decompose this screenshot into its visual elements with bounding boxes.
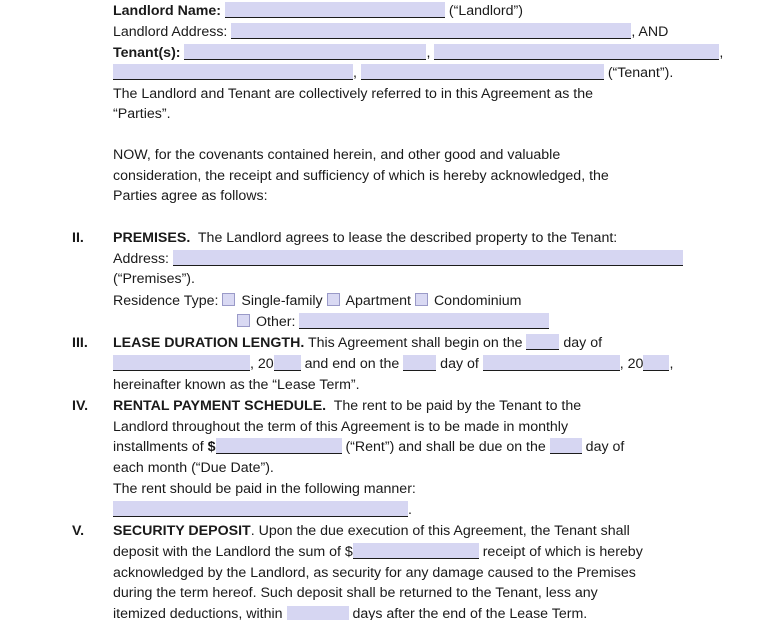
document-line (113, 249, 683, 269)
section-number: II. (72, 230, 84, 246)
document-line (113, 417, 568, 437)
text-run: Apartment (345, 293, 415, 309)
text-run: . Upon the due execution of this Agreement, the Tenant shall (250, 523, 630, 539)
text-run: The rent to be paid by the Tenant to the (326, 398, 582, 414)
document-line (113, 437, 624, 457)
section-number: IV. (72, 398, 89, 414)
section-number: III. (72, 335, 88, 351)
document-line (113, 1, 523, 21)
document-line (113, 375, 360, 395)
text-run: NOW, for the covenants contained herein, and other good and valuable (113, 147, 561, 163)
text-run: “Parties”. (113, 106, 171, 122)
text-run: Tenant(s): (113, 45, 185, 61)
checkbox-apartment[interactable] (327, 293, 340, 306)
field-premises-address[interactable] (173, 250, 683, 266)
text-run: , 20 (619, 356, 644, 372)
field-landlord-name[interactable] (225, 2, 445, 18)
field-deposit-amount[interactable] (353, 543, 479, 559)
text-run: (“Premises”). (113, 271, 195, 287)
text-run: Landlord Name: (113, 3, 225, 19)
text-run: LEASE DURATION LENGTH. (113, 335, 305, 351)
field-rent-amount[interactable] (216, 438, 342, 454)
document-line (113, 500, 412, 520)
text-run: The Landlord and Tenant are collectively referred to in this Agreement as the (113, 86, 594, 102)
checkbox-other[interactable] (237, 314, 250, 327)
document-line (72, 228, 618, 248)
text-run: hereinafter known as the “Lease Term”. (113, 377, 360, 393)
document-line (113, 145, 560, 165)
text-run: . (408, 502, 412, 518)
document-line (113, 104, 171, 124)
document-line (113, 604, 587, 620)
text-run: PREMISES. (113, 230, 191, 246)
text-run: Condominium (433, 293, 522, 309)
text-run: during the term hereof. Such deposit shall be returned to the Tenant, less any (113, 585, 598, 601)
document-line (113, 43, 723, 63)
section-number: V. (72, 523, 85, 539)
field-start-day[interactable] (526, 334, 559, 350)
text-run: , (719, 45, 724, 61)
document-line (113, 458, 274, 478)
text-run: (“Tenant”). (603, 65, 674, 81)
text-run: , (426, 45, 435, 61)
text-run: Parties agree as follows: (113, 188, 268, 204)
checkbox-condominium[interactable] (415, 293, 428, 306)
text-run: consideration, the receipt and sufficiency of which is hereby acknowledged, the (113, 168, 609, 184)
field-end-day[interactable] (403, 355, 436, 371)
text-run: Address: (113, 251, 173, 267)
document-line (113, 166, 609, 186)
text-run: , (353, 65, 361, 81)
document-line (113, 291, 521, 311)
text-run: deposit with the Landlord the sum of $ (113, 544, 353, 560)
document-line (113, 22, 668, 42)
text-run: $ (207, 439, 216, 455)
text-run: itemized deductions, within (113, 606, 287, 620)
document-line (113, 583, 598, 603)
field-payment-manner[interactable] (113, 501, 408, 517)
text-run: day of (559, 335, 603, 351)
field-due-day[interactable] (550, 438, 582, 454)
field-start-year[interactable] (274, 355, 301, 371)
document-line (72, 396, 582, 416)
text-run: each month (“Due Date”). (113, 460, 274, 476)
text-run: This Agreement shall begin on the (304, 335, 527, 351)
document-line (113, 269, 195, 289)
text-run: and end on the (300, 356, 404, 372)
document-line (113, 186, 268, 206)
field-tenant-3[interactable] (113, 64, 353, 80)
text-run: installments of (113, 439, 208, 455)
document-line (113, 563, 636, 583)
field-tenant-4[interactable] (361, 64, 604, 80)
field-tenant-1[interactable] (184, 44, 426, 60)
text-run: Single-family (241, 293, 327, 309)
text-run: receipt of which is hereby (478, 544, 643, 560)
text-run: Residence Type: (113, 293, 223, 309)
field-tenant-2[interactable] (434, 44, 719, 60)
text-run: acknowledged by the Landlord, as security for any damage caused to the Premises (113, 565, 636, 581)
text-run: RENTAL PAYMENT SCHEDULE. (113, 398, 327, 414)
text-run: (“Landlord”) (444, 3, 523, 19)
document-line (113, 542, 643, 562)
text-run: Other: (256, 314, 300, 330)
text-run: days after the end of the Lease Term. (348, 606, 588, 620)
field-start-month[interactable] (113, 355, 250, 371)
field-other-residence-type[interactable] (299, 313, 549, 329)
checkbox-single-family[interactable] (222, 293, 235, 306)
text-run: day of (581, 439, 625, 455)
text-run: , AND (631, 24, 669, 40)
text-run: , 20 (250, 356, 274, 372)
field-end-year[interactable] (643, 355, 669, 371)
field-deduction-days[interactable] (287, 606, 349, 620)
document-line (72, 521, 630, 541)
text-run: (“Rent”) and shall be due on the (341, 439, 550, 455)
text-run: SECURITY DEPOSIT (113, 523, 251, 539)
text-run: Landlord throughout the term of this Agreement is to be made in monthly (113, 419, 569, 435)
document-line (113, 84, 593, 104)
text-run: The rent should be paid in the following manner: (113, 481, 416, 497)
field-end-month[interactable] (483, 355, 620, 371)
text-run: The Landlord agrees to lease the described property to the Tenant: (190, 230, 618, 246)
text-run: day of (436, 356, 483, 372)
document-line (113, 354, 673, 374)
document-line (113, 479, 416, 499)
text-run: , (669, 356, 674, 372)
document-line (237, 312, 549, 332)
document-line (72, 333, 603, 353)
field-landlord-address[interactable] (231, 23, 631, 39)
text-run: Landlord Address: (113, 24, 232, 40)
document-line (113, 63, 673, 83)
